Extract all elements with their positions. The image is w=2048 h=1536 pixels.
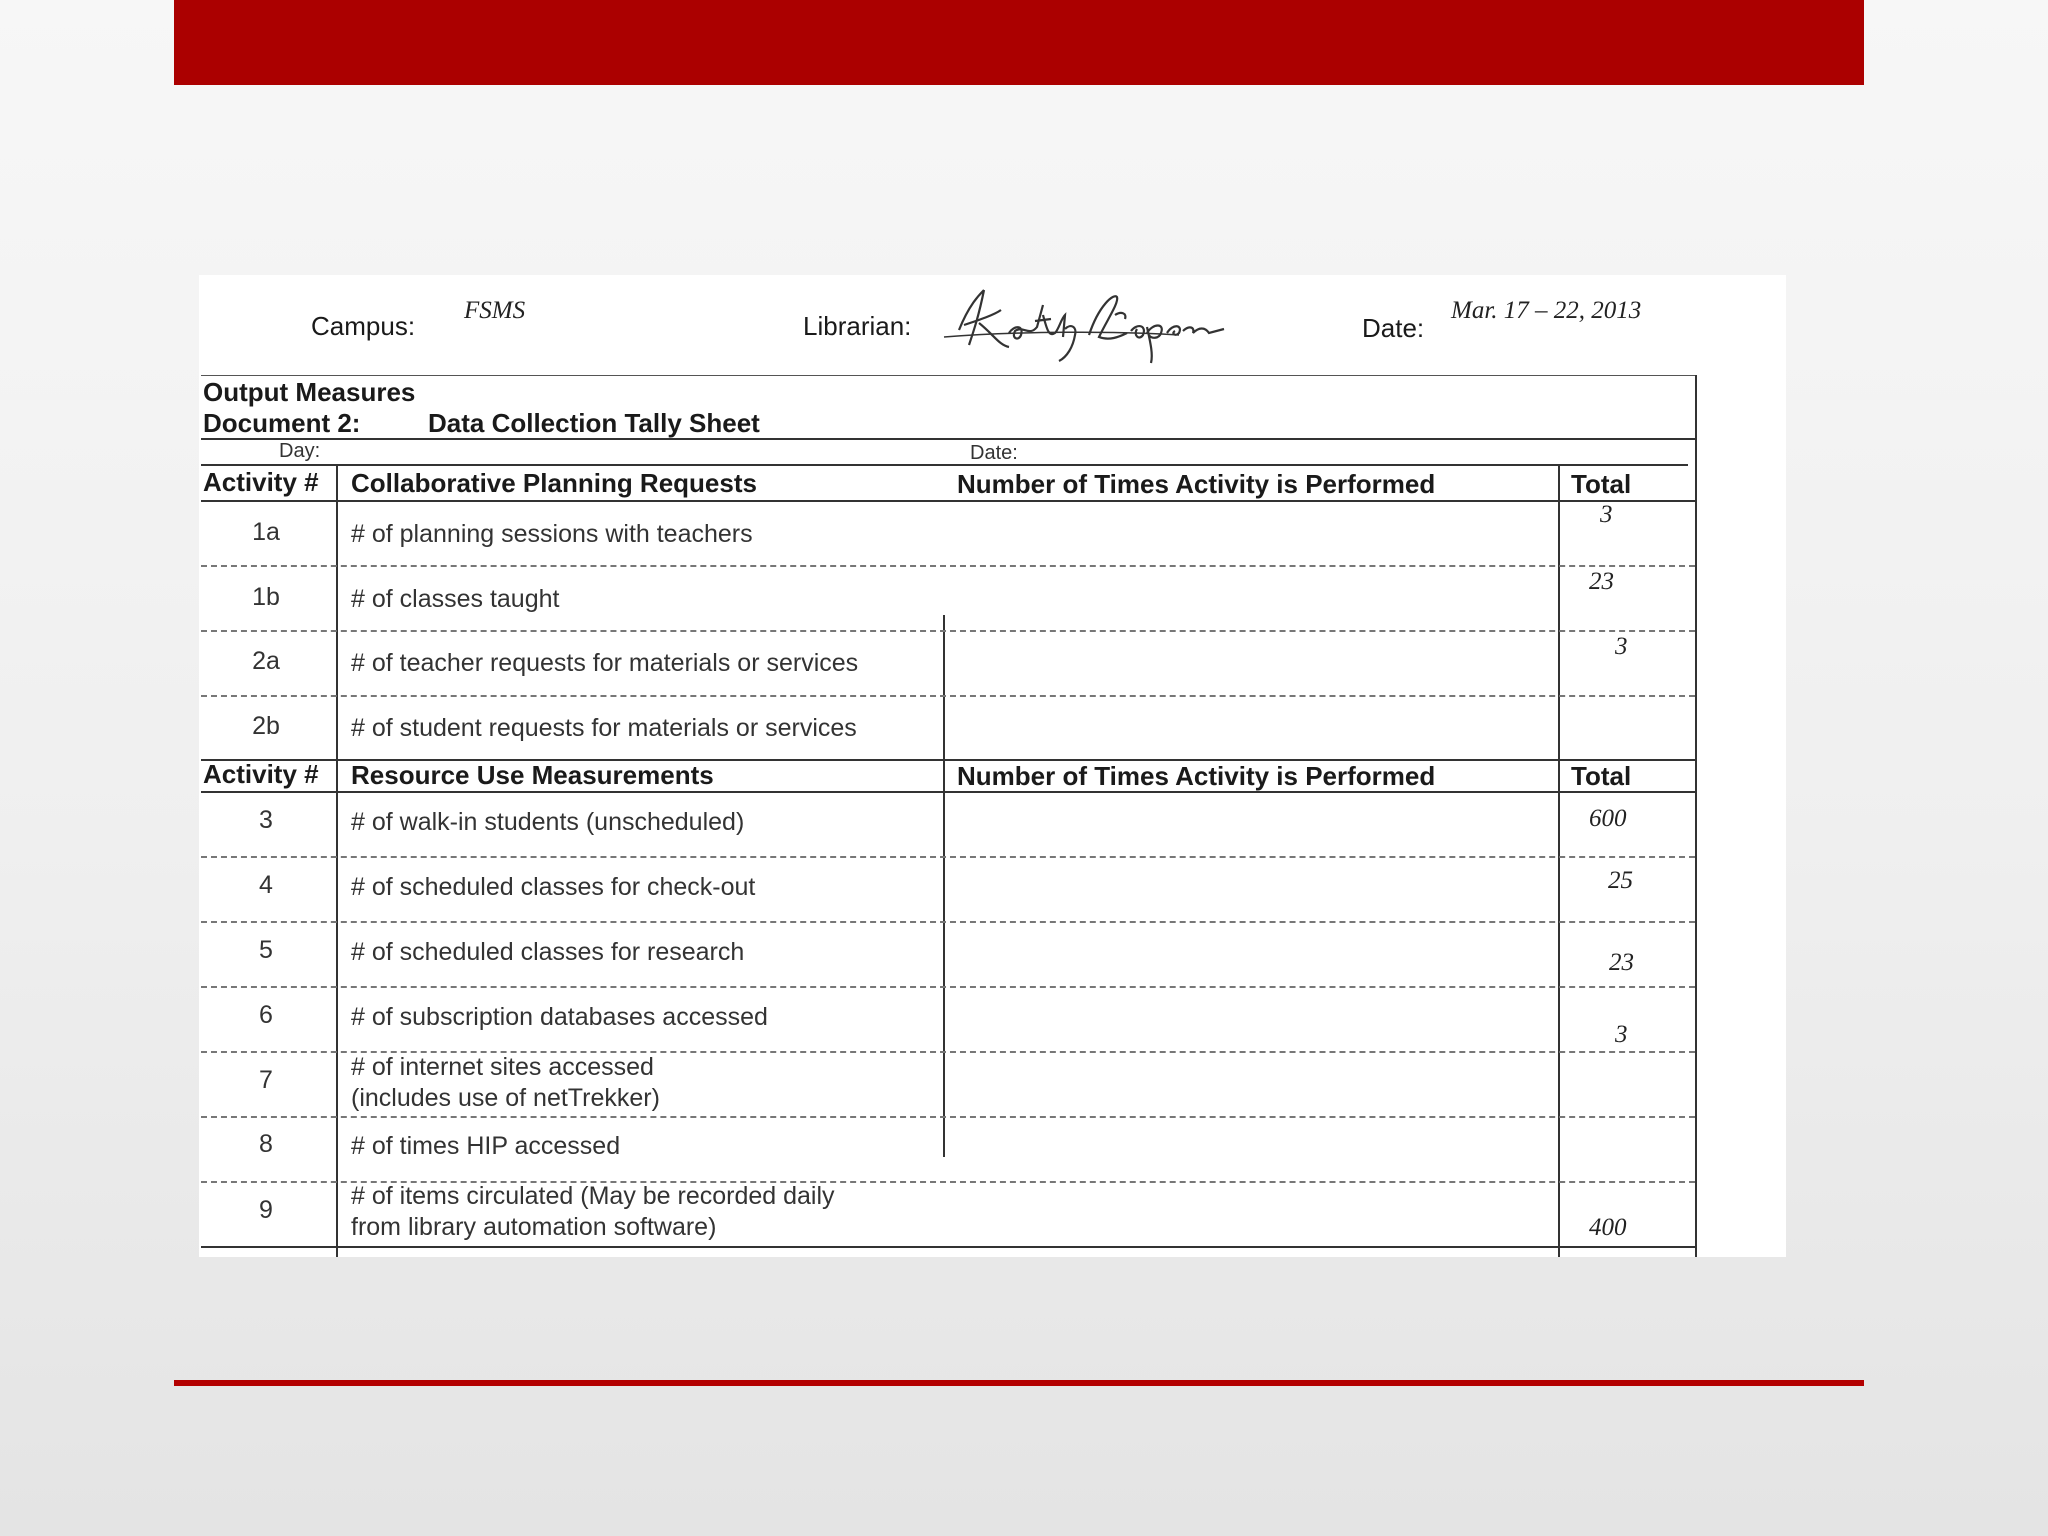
date-label: Date: xyxy=(1362,313,1425,343)
form-doc-title: Data Collection Tally Sheet xyxy=(428,408,760,438)
activity-description-line2: (includes use of netTrekker) xyxy=(351,1084,660,1112)
table-row xyxy=(199,792,1695,856)
s1-col-total: Total xyxy=(1571,469,1632,499)
activity-number: 3 xyxy=(259,806,273,834)
s1-col-count: Number of Times Activity is Performed xyxy=(957,469,1436,499)
day-label: Day: xyxy=(279,440,321,462)
activity-number: 2a xyxy=(252,647,280,675)
activity-total: 23 xyxy=(1589,568,1614,595)
librarian-label: Librarian: xyxy=(803,311,912,341)
activity-number: 1b xyxy=(252,583,280,611)
campus-value: FSMS xyxy=(464,297,526,324)
s2-col-desc: Resource Use Measurements xyxy=(351,760,714,790)
campus-label: Campus: xyxy=(311,311,416,341)
s1-col-activity: Activity # xyxy=(203,467,319,497)
activity-description: # of student requests for materials or services xyxy=(351,714,857,742)
table-row xyxy=(199,1052,1695,1116)
activity-number: 2b xyxy=(252,712,280,740)
table-row xyxy=(199,631,1695,695)
activity-number: 6 xyxy=(259,1001,273,1029)
date-value: Mar. 17 – 22, 2013 xyxy=(1451,297,1642,324)
table-row xyxy=(199,922,1695,986)
table-row xyxy=(199,857,1695,921)
activity-description: # of subscription databases accessed xyxy=(351,1003,768,1031)
activity-number: 1a xyxy=(252,518,280,546)
form-doc-number: Document 2: xyxy=(203,408,361,438)
activity-description: # of planning sessions with teachers xyxy=(351,520,753,548)
table-row xyxy=(199,566,1695,630)
date-field-label: Date: xyxy=(970,442,1018,464)
activity-description: # of classes taught xyxy=(351,585,560,613)
activity-description: # of items circulated (May be recorded daily xyxy=(351,1182,835,1210)
activity-description: # of times HIP accessed xyxy=(351,1132,621,1160)
top-accent-bar xyxy=(174,0,1864,85)
activity-number: 9 xyxy=(259,1196,273,1224)
s2-col-activity: Activity # xyxy=(203,759,319,789)
table-row xyxy=(199,1117,1695,1181)
s2-col-count: Number of Times Activity is Performed xyxy=(957,761,1436,791)
table-row xyxy=(199,1182,1695,1246)
activity-total: 3 xyxy=(1600,501,1613,528)
table-row xyxy=(199,987,1695,1051)
activity-number: 8 xyxy=(259,1130,273,1158)
s2-col-total: Total xyxy=(1571,761,1632,791)
scanned-tally-sheet xyxy=(199,275,1786,1257)
form-title-line1: Output Measures xyxy=(203,377,416,407)
activity-description: # of scheduled classes for research xyxy=(351,938,745,966)
activity-number: 5 xyxy=(259,936,273,964)
activity-number: 4 xyxy=(259,871,273,899)
activity-description: # of scheduled classes for check-out xyxy=(351,873,756,901)
table-row xyxy=(199,501,1695,565)
activity-total: 25 xyxy=(1608,867,1633,894)
table-row xyxy=(199,696,1695,760)
librarian-signature xyxy=(939,275,1239,370)
activity-total: 23 xyxy=(1609,949,1634,976)
s1-col-desc: Collaborative Planning Requests xyxy=(351,468,757,498)
activity-total: 400 xyxy=(1589,1214,1627,1241)
activity-description: # of internet sites accessed xyxy=(351,1053,654,1081)
activity-description: # of walk-in students (unscheduled) xyxy=(351,808,745,836)
activity-description-line2: from library automation software) xyxy=(351,1213,717,1241)
activity-total: 3 xyxy=(1615,1021,1628,1048)
activity-description: # of teacher requests for materials or services xyxy=(351,649,859,677)
activity-total: 3 xyxy=(1615,633,1628,660)
activity-number: 7 xyxy=(259,1066,273,1094)
bottom-accent-rule xyxy=(174,1380,1864,1386)
activity-total: 600 xyxy=(1589,805,1627,832)
